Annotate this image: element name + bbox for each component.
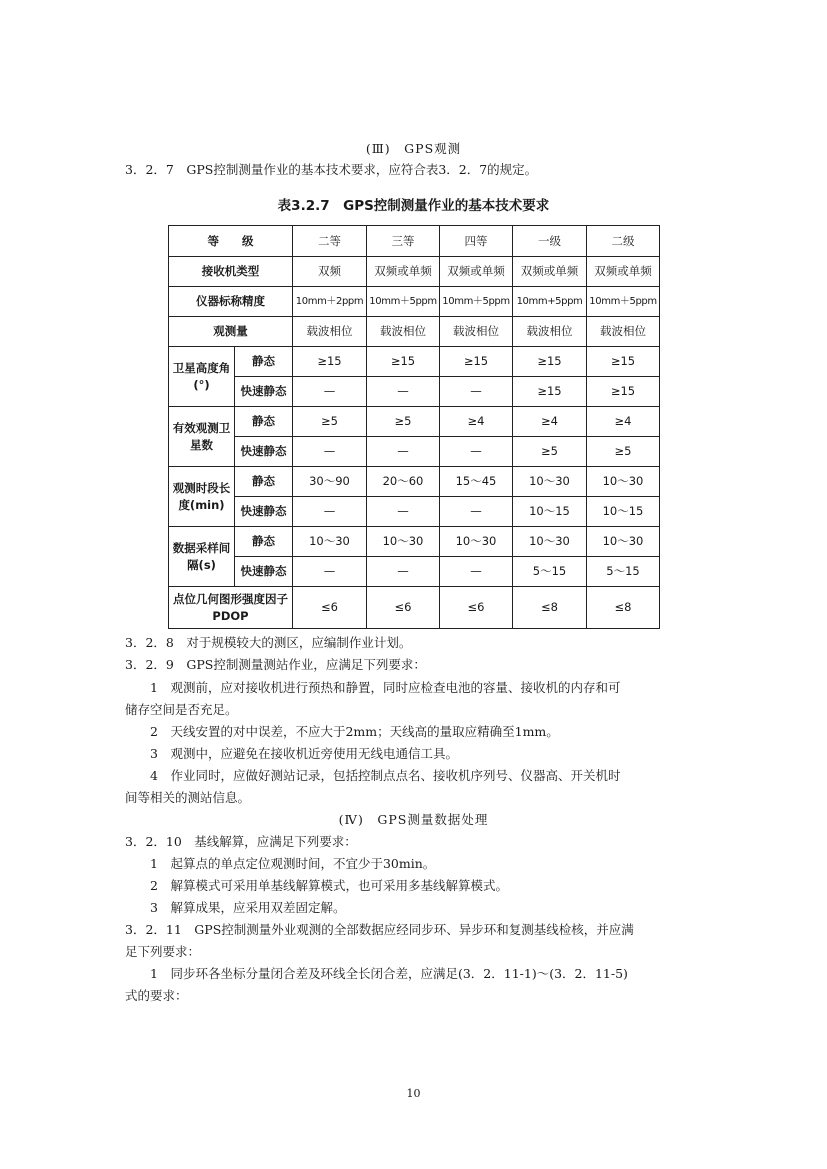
list-item-continuation: 式的要求：	[125, 988, 188, 1003]
table-cell: 双频或单频	[440, 257, 513, 287]
list-item: 1 同步环各坐标分量闭合差及环线全长闭合差，应满足(3．2．11-1)～(3．2．11-5)	[150, 966, 628, 981]
section-heading-iv: (Ⅳ) GPS测量数据处理	[338, 812, 489, 827]
table-cell: —	[440, 497, 513, 527]
group-label: 有效观测卫星数	[169, 407, 235, 467]
list-item: 2 天线安置的对中误差，不应大于2mm；天线高的量取应精确至1mm。	[150, 724, 559, 739]
table-cell: —	[367, 437, 440, 467]
table-cell: —	[293, 437, 367, 467]
table-cell: —	[367, 557, 440, 587]
list-item-continuation: 储存空间是否充足。	[125, 702, 238, 717]
table-cell: 双频	[293, 257, 367, 287]
mode-label: 静态	[235, 467, 293, 497]
table-row	[169, 497, 660, 527]
table-cell: 载波相位	[440, 317, 513, 347]
table-cell: 30～90	[293, 467, 367, 497]
table-cell: 载波相位	[293, 317, 367, 347]
table-cell: —	[440, 377, 513, 407]
table-row	[169, 407, 660, 437]
table-cell: 载波相位	[587, 317, 660, 347]
table-cell: 双频或单频	[587, 257, 660, 287]
table-cell: ≥4	[587, 407, 660, 437]
table-row	[169, 437, 660, 467]
table-row	[169, 257, 660, 287]
table-row	[169, 317, 660, 347]
table-row	[169, 287, 660, 317]
mode-label: 快速静态	[235, 437, 293, 467]
table-cell: ≤8	[587, 587, 660, 629]
table-cell: ≥15	[367, 347, 440, 377]
table-header-row	[169, 226, 660, 257]
table-cell: 10mm＋5ppm	[587, 287, 660, 317]
grade-header: 等 级	[169, 226, 293, 257]
paragraph-continuation: 足下列要求：	[125, 944, 201, 959]
list-item: 1 观测前，应对接收机进行预热和静置，同时应检查电池的容量、接收机的内存和可	[150, 680, 621, 695]
table-cell: 双频或单频	[513, 257, 587, 287]
table-cell: 10～30	[293, 527, 367, 557]
table-cell: ≥15	[513, 377, 587, 407]
table-cell: —	[293, 377, 367, 407]
grade-cell: 四等	[440, 226, 513, 257]
list-item-continuation: 间等相关的测站信息。	[125, 790, 251, 805]
page-number: 10	[406, 1087, 421, 1100]
list-item: 3 观测中，应避免在接收机近旁使用无线电通信工具。	[150, 746, 458, 761]
table-cell: 双频或单频	[367, 257, 440, 287]
mode-label: 静态	[235, 407, 293, 437]
mode-label: 快速静态	[235, 557, 293, 587]
section-heading-iii: (Ⅲ) GPS观测	[365, 141, 462, 156]
row-label: 仪器标称精度	[169, 287, 293, 317]
table-cell: 20～60	[367, 467, 440, 497]
table-cell: ≥15	[513, 347, 587, 377]
table-cell: 载波相位	[513, 317, 587, 347]
table-cell: ≥5	[293, 407, 367, 437]
paragraph-3-2-9: 3．2．9 GPS控制测量测站作业，应满足下列要求：	[125, 657, 426, 672]
table-cell: 10～30	[587, 527, 660, 557]
table-cell: 15～45	[440, 467, 513, 497]
table-cell: ≥15	[587, 377, 660, 407]
table-cell: ≥5	[367, 407, 440, 437]
table-cell: ≥4	[440, 407, 513, 437]
list-item: 4 作业同时，应做好测站记录，包括控制点点名、接收机序列号、仪器高、开关机时	[150, 768, 621, 783]
table-cell: ≥4	[513, 407, 587, 437]
list-item: 1 起算点的单点定位观测时间，不宜少于30min。	[150, 856, 436, 871]
table-cell: 10～30	[440, 527, 513, 557]
table-cell: ≤6	[367, 587, 440, 629]
table-cell: —	[440, 557, 513, 587]
table-cell: 5～15	[587, 557, 660, 587]
table-row	[169, 587, 660, 629]
paragraph-3-2-10: 3．2．10 基线解算，应满足下列要求：	[125, 834, 357, 849]
mode-label: 静态	[235, 527, 293, 557]
group-label: 数据采样间隔(s)	[169, 527, 235, 587]
table-cell: 5～15	[513, 557, 587, 587]
table-cell: 10～15	[513, 497, 587, 527]
table-title: 表3.2.7 GPS控制测量作业的基本技术要求	[277, 198, 550, 214]
table-row	[169, 377, 660, 407]
table-cell: ≤6	[440, 587, 513, 629]
table-cell: ≤6	[293, 587, 367, 629]
table-cell: 10mm＋5ppm	[367, 287, 440, 317]
table-cell: 10～30	[367, 527, 440, 557]
list-item: 2 解算模式可采用单基线解算模式，也可采用多基线解算模式。	[150, 878, 508, 893]
list-item: 3 解算成果，应采用双差固定解。	[150, 900, 346, 915]
row-label: 接收机类型	[169, 257, 293, 287]
table-cell: —	[440, 437, 513, 467]
mode-label: 静态	[235, 347, 293, 377]
table-cell: 10mm+5ppm	[513, 287, 587, 317]
table-cell: ≤8	[513, 587, 587, 629]
table-row	[169, 467, 660, 497]
group-label: 观测时段长度(min)	[169, 467, 235, 527]
row-label: 点位几何图形强度因子PDOP	[169, 587, 293, 629]
table-cell: 10～30	[513, 467, 587, 497]
mode-label: 快速静态	[235, 497, 293, 527]
table-cell: 10～30	[513, 527, 587, 557]
table-cell: 10mm＋2ppm	[293, 287, 367, 317]
grade-cell: 一级	[513, 226, 587, 257]
group-label: 卫星高度角(°)	[169, 347, 235, 407]
table-cell: 10～30	[587, 467, 660, 497]
paragraph-3-2-8: 3．2．8 对于规模较大的测区，应编制作业计划。	[125, 635, 412, 650]
table-cell: —	[367, 377, 440, 407]
table-cell: 10mm＋5ppm	[440, 287, 513, 317]
table-cell: —	[293, 557, 367, 587]
grade-cell: 三等	[367, 226, 440, 257]
grade-cell: 二级	[587, 226, 660, 257]
table-row	[169, 557, 660, 587]
gps-requirements-table	[168, 225, 660, 629]
table-cell: —	[293, 497, 367, 527]
table-cell: —	[367, 497, 440, 527]
table-cell: ≥15	[293, 347, 367, 377]
paragraph-3-2-11: 3．2．11 GPS控制测量外业观测的全部数据应经同步环、异步环和复测基线检核，并应满	[125, 922, 634, 937]
paragraph-3-2-7: 3．2．7 GPS控制测量作业的基本技术要求，应符合表3．2．7的规定。	[125, 162, 538, 177]
table-cell: ≥15	[587, 347, 660, 377]
table-cell: ≥5	[587, 437, 660, 467]
grade-cell: 二等	[293, 226, 367, 257]
table-cell: 10～15	[587, 497, 660, 527]
table-cell: ≥15	[440, 347, 513, 377]
table-cell: 载波相位	[367, 317, 440, 347]
row-label: 观测量	[169, 317, 293, 347]
table-row	[169, 527, 660, 557]
mode-label: 快速静态	[235, 377, 293, 407]
table-cell: ≥5	[513, 437, 587, 467]
table-row	[169, 347, 660, 377]
